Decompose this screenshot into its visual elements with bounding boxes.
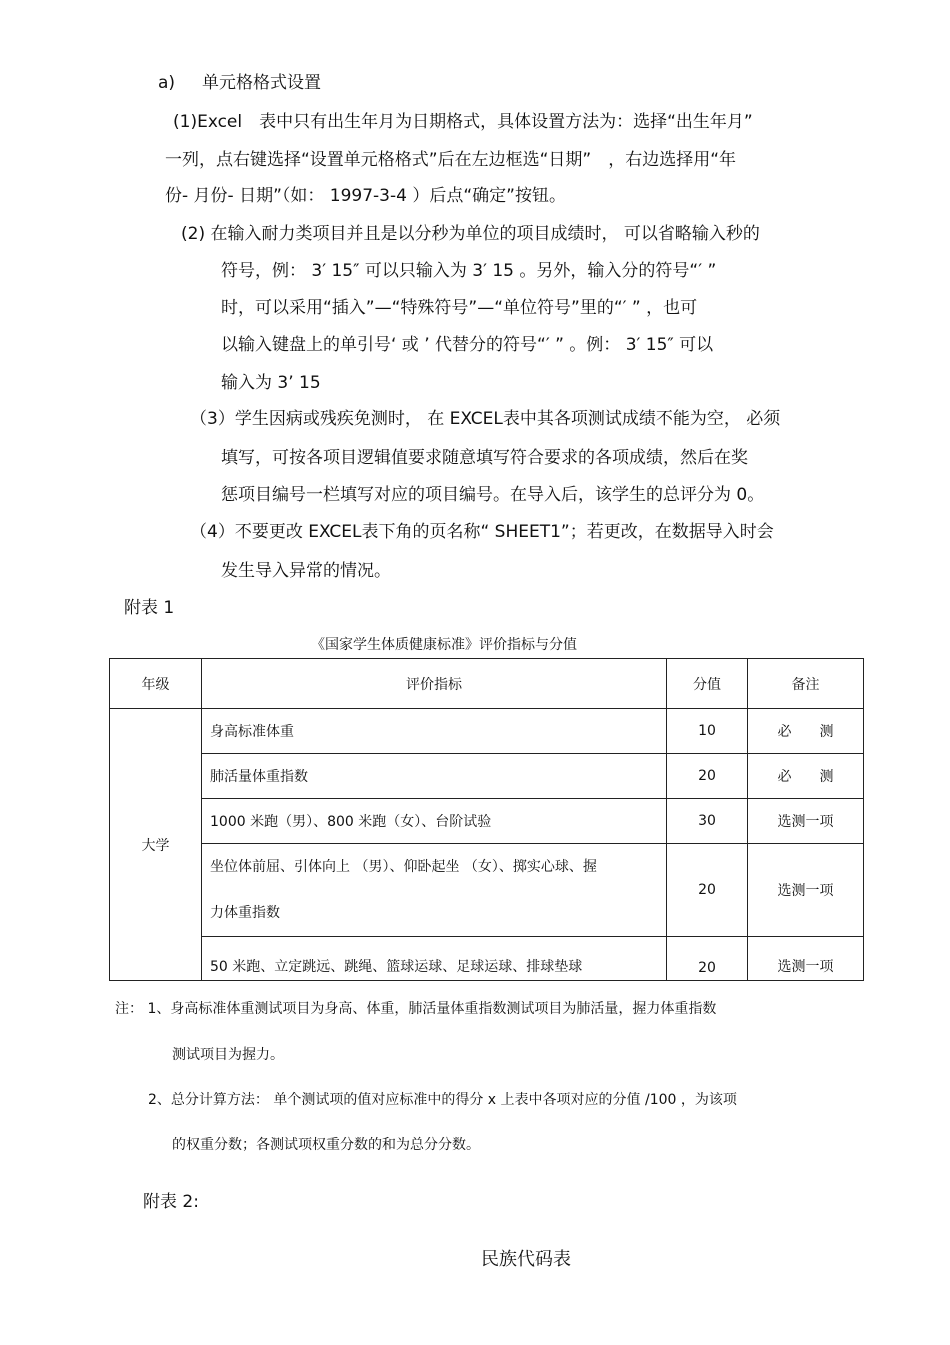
- note1-line1: 注： 1、身高标准体重测试项目为身高、体重，肺活量体重指数测试项目为肺活量，握力体重指数: [115, 1001, 717, 1017]
- table-row: [110, 937, 864, 981]
- item2-line3: 时，可以采用“插入”—“特殊符号”—“单位符号”里的“′ ” ，也可: [221, 298, 698, 318]
- item1-line2: 一列，点右键选择“设置单元格格式”后在左边框选“日期” ，右边选择用“年: [165, 150, 737, 170]
- score-cell: 20: [667, 844, 748, 937]
- indicator-line1: 坐位体前屈、引体向上 （男）、仰卧起坐 （女）、掷实心球、握: [210, 859, 597, 875]
- item2-line4: 以输入键盘上的单引号‘ 或 ’ 代替分的符号“′ ” 。例： 3′ 15″ 可以: [221, 335, 714, 355]
- item4-line2: 发生导入异常的情况。: [221, 561, 391, 581]
- score-cell: 10: [667, 709, 748, 754]
- indicator-cell: 身高标准体重: [202, 709, 667, 754]
- header-grade: 年级: [110, 659, 202, 709]
- item1-line1: (1)Excel 表中只有出生年月为日期格式，具体设置方法为：选择“出生年月”: [173, 112, 753, 132]
- indicator-cell: 50 米跑、立定跳远、跳绳、篮球运球、足球运球、排球垫球: [202, 937, 667, 981]
- table-row: [110, 844, 864, 937]
- item2-line5: 输入为 3’ 15: [221, 373, 321, 393]
- standards-table: [109, 658, 864, 981]
- indicator-cell: 肺活量体重指数: [202, 754, 667, 799]
- appendix2-table-title: 民族代码表: [481, 1249, 571, 1270]
- remark-cell: 选测一项: [748, 844, 864, 937]
- item3-line2: 填写，可按各项目逻辑值要求随意填写符合要求的各项成绩，然后在奖: [221, 448, 748, 468]
- header-indicator: 评价指标: [202, 659, 667, 709]
- indicator-cell-multiline: [202, 844, 667, 937]
- remark-cell: 必 测: [748, 709, 864, 754]
- table-row: [110, 799, 864, 844]
- table-header-row: [110, 659, 864, 709]
- remark-cell: 选测一项: [748, 799, 864, 844]
- appendix2-label: 附表 2:: [143, 1192, 199, 1212]
- appendix1-table-title: 《国家学生体质健康标准》评价指标与分值: [311, 637, 577, 653]
- section-a-marker: a): [158, 73, 176, 93]
- table-row: [110, 754, 864, 799]
- appendix1-label: 附表 1: [124, 598, 175, 618]
- item2-line2: 符号，例： 3′ 15″ 可以只输入为 3′ 15 。另外，输入分的符号“′ ”: [221, 261, 717, 281]
- header-score: 分值: [667, 659, 748, 709]
- item1-line3: 份- 月份- 日期”（如： 1997-3-4 ）后点“确定”按钮。: [165, 186, 566, 206]
- header-remark: 备注: [748, 659, 864, 709]
- note2-line1: 2、总分计算方法： 单个测试项的值对应标准中的得分 x 上表中各项对应的分值 /100 ，为该项: [148, 1092, 737, 1108]
- item4-line1: （4）不要更改 EXCEL表下角的页名称“ SHEET1”；若更改，在数据导入时会: [190, 522, 774, 542]
- remark-cell: 选测一项: [748, 937, 864, 981]
- note1-line2: 测试项目为握力。: [172, 1047, 284, 1063]
- indicator-cell: 1000 米跑（男）、800 米跑（女）、台阶试验: [202, 799, 667, 844]
- section-a-title: 单元格格式设置: [202, 73, 321, 93]
- indicator-line2: 力体重指数: [210, 905, 280, 921]
- score-cell: 20: [667, 754, 748, 799]
- table-row: [110, 709, 864, 754]
- remark-cell: 必 测: [748, 754, 864, 799]
- item2-line1: (2) 在输入耐力类项目并且是以分秒为单位的项目成绩时， 可以省略输入秒的: [181, 224, 760, 244]
- grade-cell: 大学: [110, 709, 202, 981]
- note2-line2: 的权重分数；各测试项权重分数的和为总分分数。: [172, 1137, 480, 1153]
- item3-line1: （3）学生因病或残疾免测时， 在 EXCEL表中其各项测试成绩不能为空， 必须: [190, 409, 781, 429]
- score-cell: 30: [667, 799, 748, 844]
- item3-line3: 惩项目编号一栏填写对应的项目编号。在导入后，该学生的总评分为 0。: [221, 485, 765, 505]
- score-cell: 20: [667, 937, 748, 981]
